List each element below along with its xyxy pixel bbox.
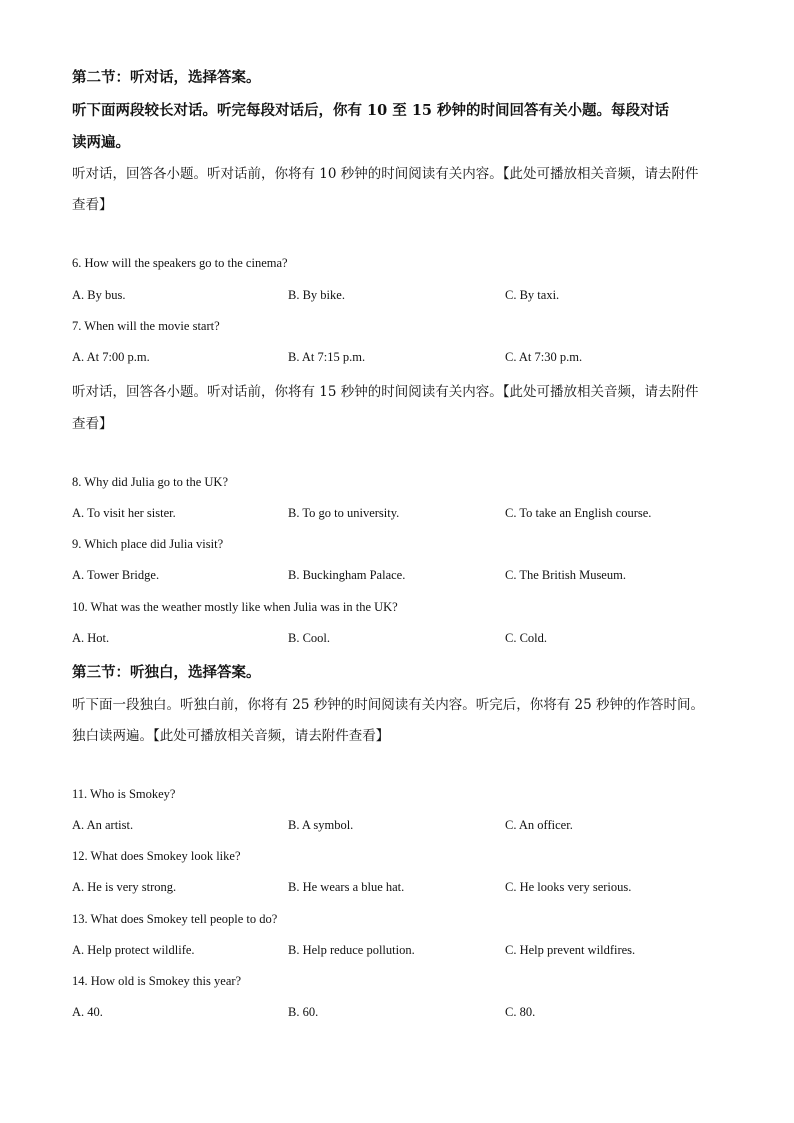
question-stem: 8. Why did Julia go to the UK? (72, 475, 228, 489)
option-a[interactable]: A. Tower Bridge. (72, 568, 160, 582)
question-stem: 11. Who is Smokey? (72, 787, 176, 801)
option-c[interactable]: C. By taxi. (505, 288, 560, 302)
option-a[interactable]: A. To visit her sister. (72, 506, 176, 520)
question-stem: 6. How will the speakers go to the cinema? (72, 256, 288, 270)
option-c[interactable]: C. Help prevent wildfires. (505, 943, 636, 957)
option-c[interactable]: C. He looks very serious. (505, 880, 632, 894)
option-a[interactable]: A. An artist. (72, 818, 134, 832)
option-b[interactable]: B. Buckingham Palace. (288, 568, 406, 582)
question-stem: 14. How old is Smokey this year? (72, 974, 242, 988)
option-b[interactable]: B. Help reduce pollution. (288, 943, 415, 957)
option-a[interactable]: A. Hot. (72, 631, 110, 645)
option-c[interactable]: C. The British Museum. (505, 568, 626, 582)
question-stem: 7. When will the movie start? (72, 319, 220, 333)
section-2-title: 第二节：听对话，选择答案。 (72, 69, 261, 86)
section-3-instruction-line1: 听下面一段独白。听独白前，你将有 25 秒钟的时间阅读有关内容。听完后，你将有 25 秒钟的作答时间。 (72, 697, 705, 713)
option-b[interactable]: B. A symbol. (288, 818, 354, 832)
option-c[interactable]: C. 80. (505, 1005, 536, 1019)
option-b[interactable]: B. 60. (288, 1005, 319, 1019)
option-b[interactable]: B. Cool. (288, 631, 331, 645)
question-stem: 9. Which place did Julia visit? (72, 537, 224, 551)
section-2-instruction-line2: 读两遍。 (72, 134, 130, 151)
dialogue-2-instruction-line1: 听对话，回答各小题。听对话前，你将有 15 秒钟的时间阅读有关内容。【此处可播放相关音频，请去附件 (72, 384, 699, 400)
section-3-title: 第三节：听独白，选择答案。 (72, 664, 261, 681)
question-stem: 13. What does Smokey tell people to do? (72, 912, 278, 926)
section-3-instruction-line2: 独白读两遍。【此处可播放相关音频，请去附件查看】 (72, 728, 390, 744)
dialogue-2-instruction-line2: 查看】 (72, 416, 113, 432)
option-b[interactable]: B. By bike. (288, 288, 345, 302)
section-2-instruction-line1: 听下面两段较长对话。听完每段对话后，你有 10 至 15 秒钟的时间回答有关小题。每段对话 (72, 102, 670, 119)
question-stem: 10. What was the weather mostly like when Julia was in the UK? (72, 600, 398, 614)
option-a[interactable]: A. By bus. (72, 288, 126, 302)
dialogue-1-instruction-line2: 查看】 (72, 197, 113, 213)
option-c[interactable]: C. To take an English course. (505, 506, 652, 520)
option-a[interactable]: A. 40. (72, 1005, 103, 1019)
option-a[interactable]: A. Help protect wildlife. (72, 943, 195, 957)
dialogue-1-instruction-line1: 听对话，回答各小题。听对话前，你将有 10 秒钟的时间阅读有关内容。【此处可播放相关音频，请去附件 (72, 166, 699, 182)
option-c[interactable]: C. At 7:30 p.m. (505, 350, 583, 364)
option-c[interactable]: C. An officer. (505, 818, 573, 832)
option-c[interactable]: C. Cold. (505, 631, 548, 645)
question-stem: 12. What does Smokey look like? (72, 849, 241, 863)
option-b[interactable]: B. To go to university. (288, 506, 400, 520)
option-b[interactable]: B. At 7:15 p.m. (288, 350, 366, 364)
option-b[interactable]: B. He wears a blue hat. (288, 880, 405, 894)
option-a[interactable]: A. He is very strong. (72, 880, 177, 894)
option-a[interactable]: A. At 7:00 p.m. (72, 350, 150, 364)
